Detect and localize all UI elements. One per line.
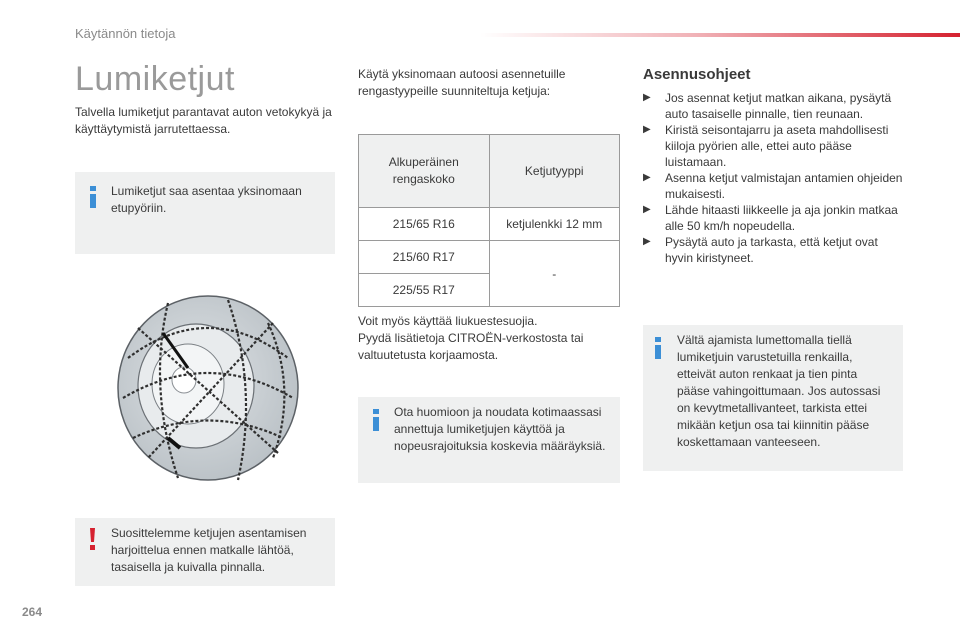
intro-text: Talvella lumiketjut parantavat auton vetokykyä ja käyttäytymistä jarrutettaessa.: [75, 105, 332, 136]
snow-chain-tire-illustration: [108, 288, 308, 488]
table-header-chain-type: Ketjutyyppi: [489, 135, 620, 208]
list-item: ▶ Pysäytä auto ja tarkasta, että ketjut ovat hyvin kiristyneet.: [643, 235, 878, 265]
header-accent-bar: [480, 33, 960, 37]
warning-box-practice: [75, 518, 335, 586]
info-box-regulations: [358, 397, 620, 483]
info-note-text: Ota huomioon ja noudata kotimaassasi annettuja lumiketjujen käyttöä ja nopeusrajoituksia koskevia määräyksiä.: [394, 405, 606, 453]
arrow-icon: ▶: [643, 236, 651, 247]
anti-skid-info-text: Voit myös käyttää liukuestesuojia. Pyydä lisätietoja CITROËN-verkostosta tai valtuutetusta korjaamosta.: [358, 314, 584, 362]
chains-usage-intro: Käytä yksinomaan autoosi asennetuille rengastyypeille suunniteltuja ketjuja:: [358, 67, 566, 98]
table-cell: 215/60 R17: [359, 241, 490, 274]
installation-title: Asennusohjeet: [643, 66, 751, 83]
section-title: Käytännön tietoja: [75, 26, 176, 41]
table-cell: -: [489, 241, 620, 307]
arrow-icon: ▶: [643, 204, 651, 215]
info-box-snowless-road: [643, 325, 903, 471]
table-header-tire-size: Alkuperäinen rengaskoko: [359, 135, 490, 208]
table-row: [359, 208, 620, 241]
table-row: [359, 241, 620, 274]
arrow-icon: ▶: [643, 172, 651, 183]
arrow-icon: ▶: [643, 92, 651, 103]
list-item: ▶ Kiristä seisontajarru ja aseta mahdollisesti kiiloja pyörien alle, ettei auto pääse luistamaan.: [643, 123, 889, 169]
table-cell: 215/65 R16: [359, 208, 490, 241]
list-item: ▶ Jos asennat ketjut matkan aikana, pysäytä auto tasaiselle pinnalle, tien reunaan.: [643, 91, 892, 121]
info-note-text: Lumiketjut saa asentaa yksinomaan etupyöriin.: [111, 184, 302, 215]
list-item: ▶ Asenna ketjut valmistajan antamien ohjeiden mukaisesti.: [643, 171, 903, 201]
page-title: Lumiketjut: [75, 60, 235, 98]
info-note-text: Vältä ajamista lumettomalla tiellä lumiketjuin varustetuilla renkailla, etteivät auton renkaat ja tien pinta pääse vahingoittumaan. Jos autossasi on kevytmetallivanteet, tarkista ettei mikään ketjun osa tai kiinnitin pääse koskettamaan vanteeseen.: [677, 333, 881, 449]
warning-note-text: Suosittelemme ketjujen asentamisen harjoittelua ennen matkalle lähtöä, tasaisella ja kuivalla pinnalla.: [111, 526, 307, 574]
table-cell: ketjulenkki 12 mm: [489, 208, 620, 241]
info-box-front-wheels: [75, 172, 335, 254]
page-number: 264: [22, 605, 43, 619]
tire-chain-table: [358, 134, 620, 307]
arrow-icon: ▶: [643, 124, 651, 135]
list-item: ▶ Lähde hitaasti liikkeelle ja aja jonkin matkaa alle 50 km/h nopeudella.: [643, 203, 898, 233]
installation-steps: [643, 90, 905, 266]
table-cell: 225/55 R17: [359, 274, 490, 307]
